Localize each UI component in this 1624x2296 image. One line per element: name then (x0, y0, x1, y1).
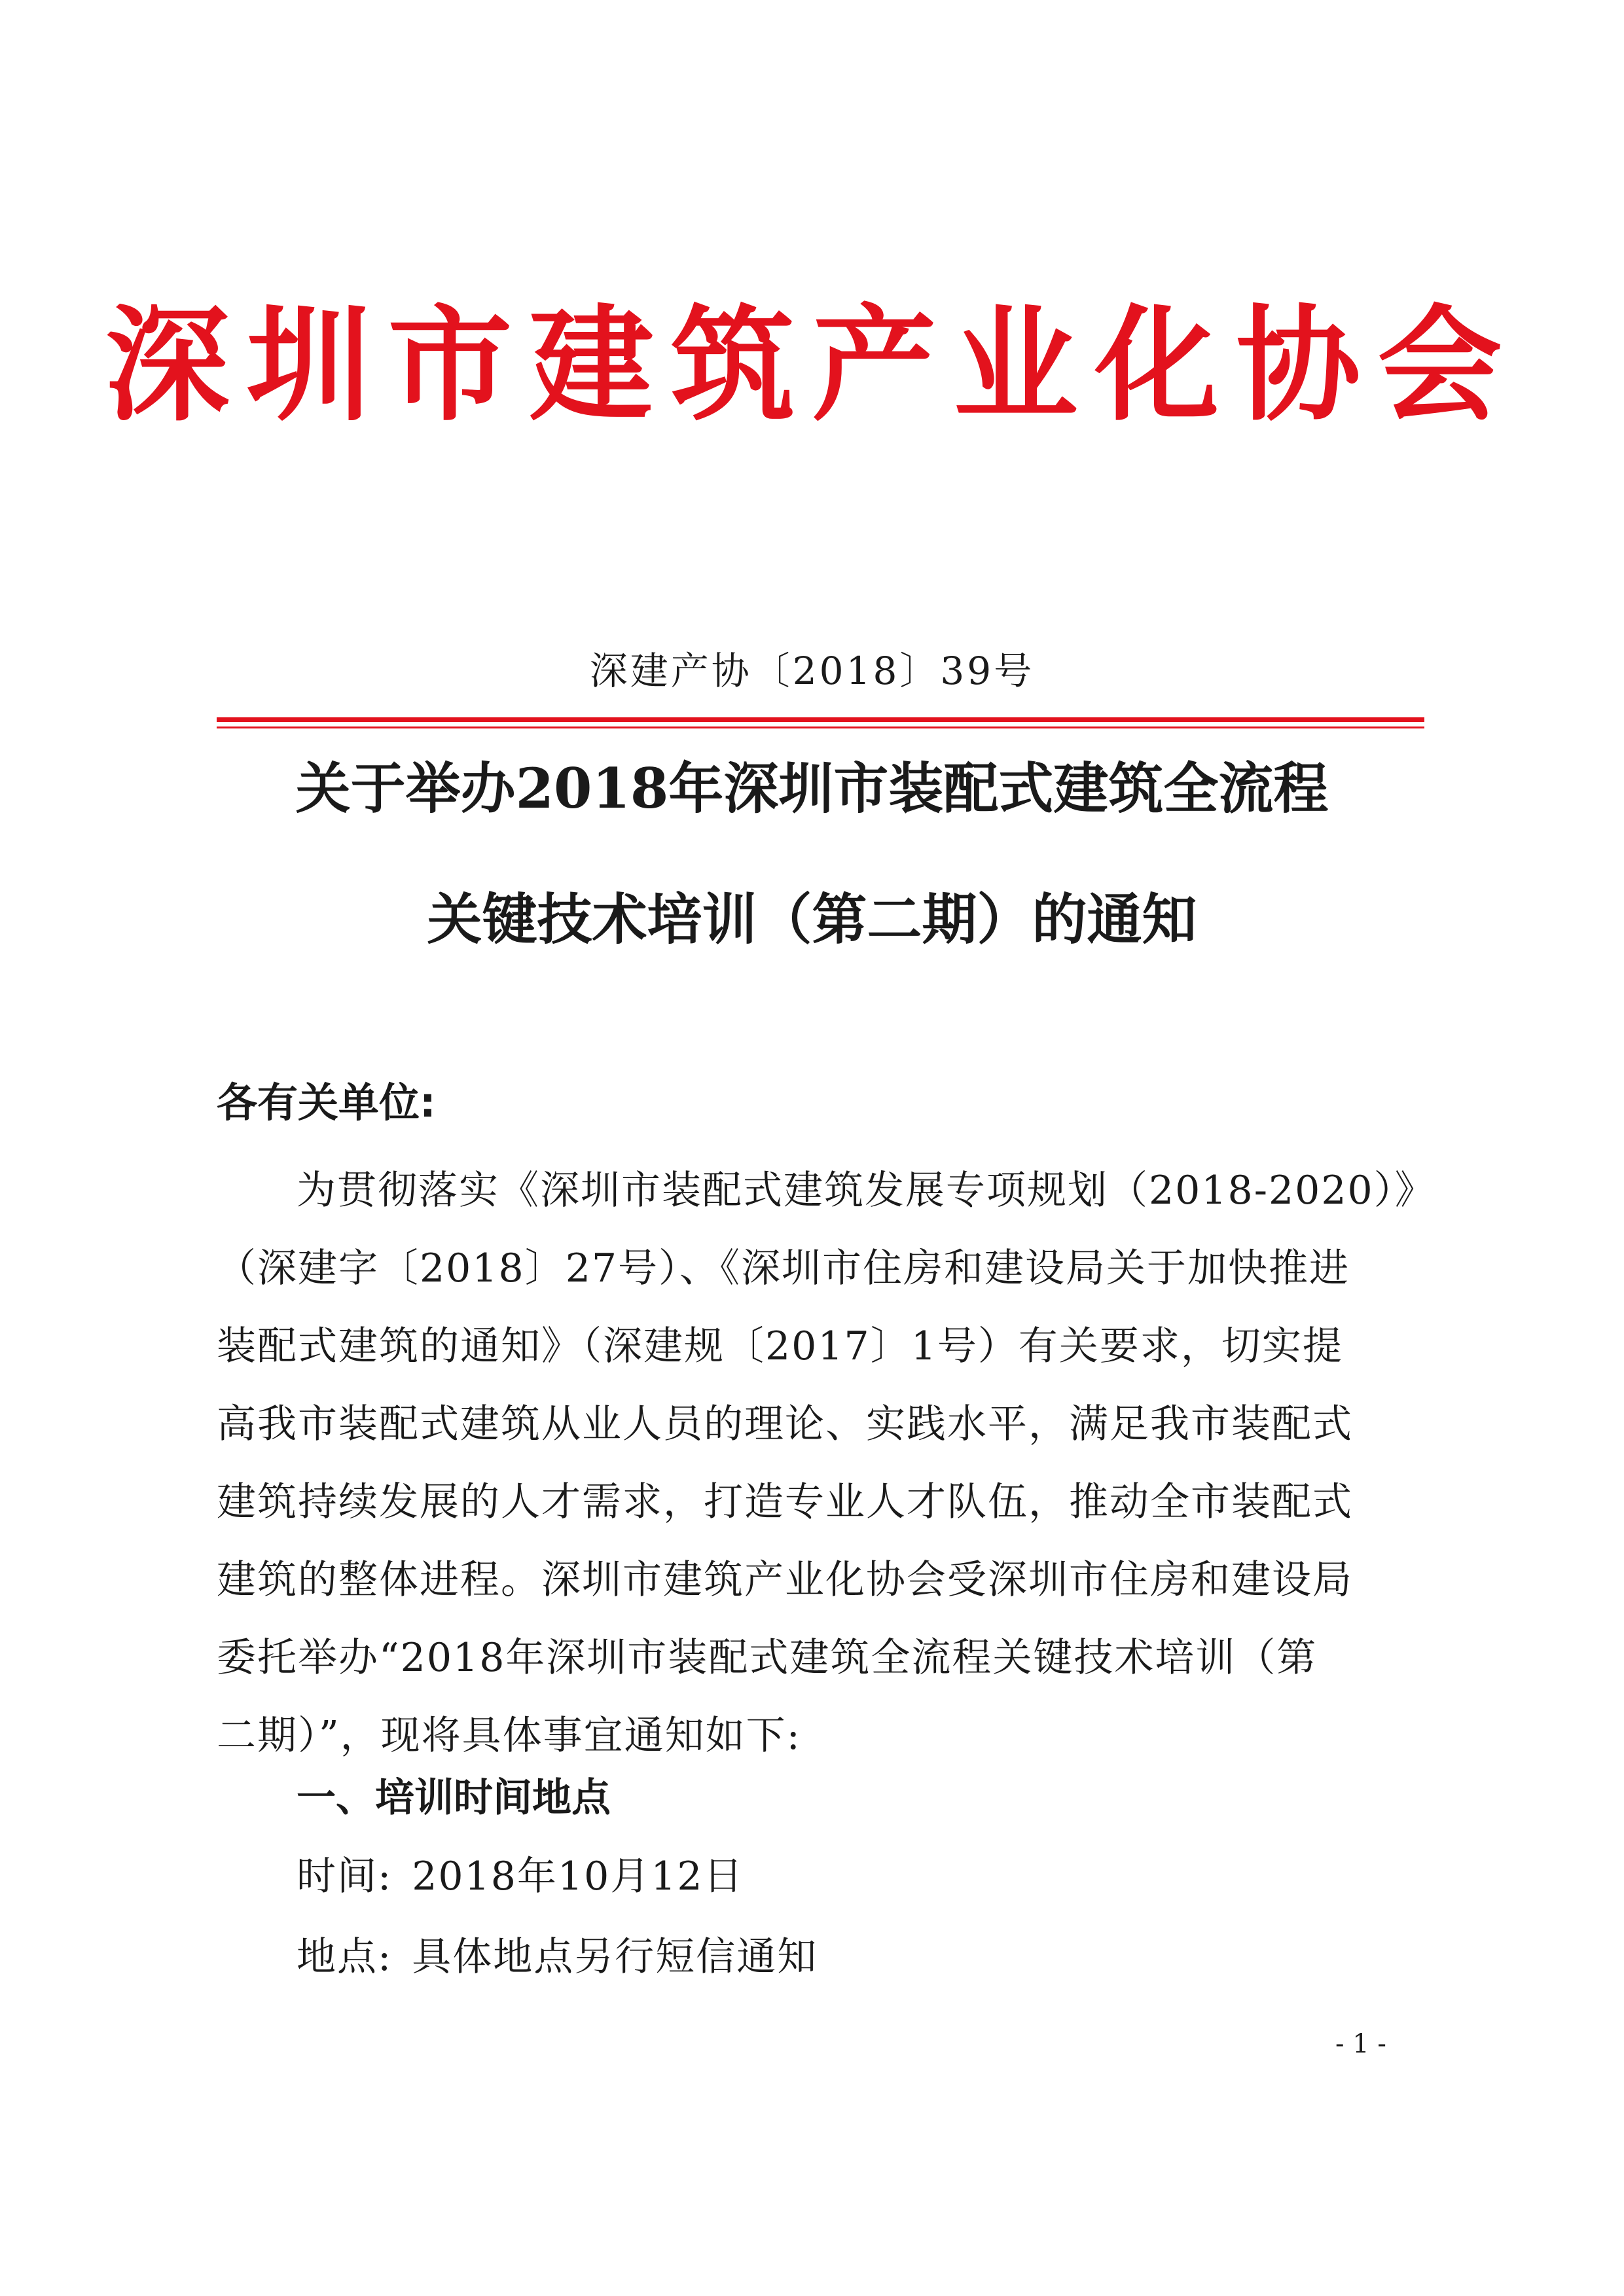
body-line: 建筑持续发展的人才需求，打造专业人才队伍，推动全市装配式 (217, 1479, 1353, 1525)
body-line: 高我市装配式建筑从业人员的理论、实践水平，满足我市装配式 (217, 1401, 1353, 1447)
time-value: 2018年10月12日 (412, 1854, 744, 1899)
training-time (297, 1847, 744, 1906)
header-rule-thin (217, 726, 1424, 728)
place-label: 地点: (297, 1934, 393, 1980)
section-heading-training-time-place: 一、培训时间地点 (297, 1775, 611, 1821)
time-label: 时间: (297, 1854, 393, 1899)
body-line: 为贯彻落实《深圳市装配式建筑发展专项规划（2018-2020）》 (297, 1168, 1435, 1213)
document-number: 深建产协〔2018〕39号 (589, 649, 1035, 693)
salutation: 各有关单位: (217, 1079, 436, 1126)
place-value: 具体地点另行短信通知 (412, 1934, 818, 1980)
body-paragraph (217, 1152, 1435, 1775)
notice-title-line-1: 关于举办2018年深圳市装配式建筑全流程 (295, 756, 1329, 821)
organization-name: 深圳市建筑产业化协会 (105, 292, 1519, 438)
body-line: 建筑的整体进程。深圳市建筑产业化协会受深圳市住房和建设局 (217, 1557, 1353, 1603)
body-line: 二期）”，现将具体事宜通知如下: (217, 1713, 801, 1759)
page-number: - 1 - (1335, 2029, 1386, 2059)
body-line: （深建字〔2018〕27号）、《深圳市住房和建设局关于加快推进 (217, 1246, 1350, 1291)
training-place (297, 1928, 818, 1986)
body-line: 委托举办“2018年深圳市装配式建筑全流程关键技术培训（第 (217, 1635, 1318, 1681)
body-line: 装配式建筑的通知》（深建规〔2017〕1号）有关要求，切实提 (217, 1323, 1343, 1369)
notice-title-line-2: 关键技术培训（第二期）的通知 (427, 887, 1197, 952)
header-rule-thick (217, 717, 1424, 722)
